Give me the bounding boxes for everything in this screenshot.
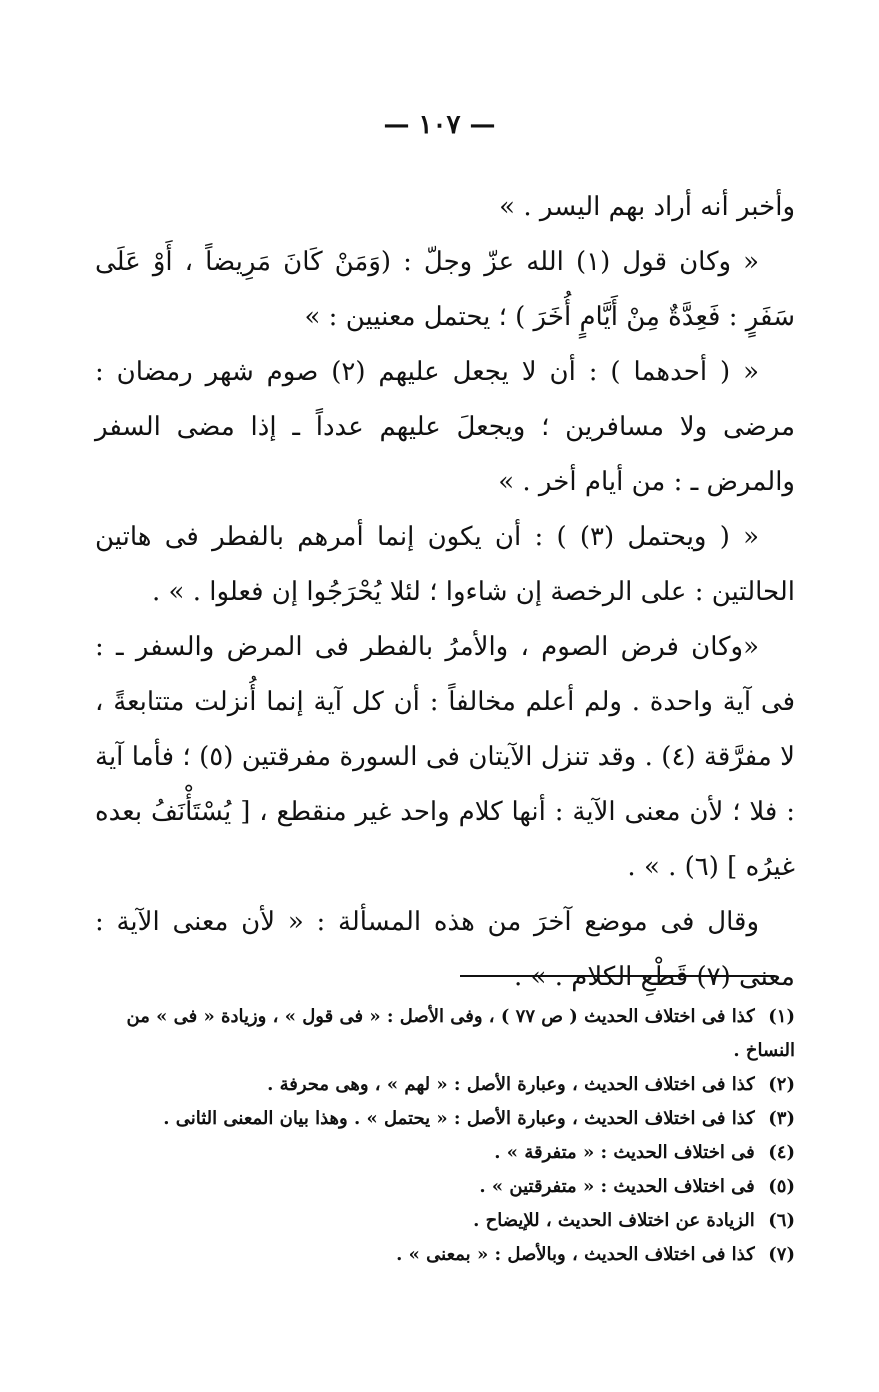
footnote-item: [95, 1068, 795, 1102]
footnote-item: [95, 1170, 795, 1204]
footnote-number: (٣): [768, 1108, 795, 1129]
footnote-number: (٦): [768, 1210, 795, 1231]
footnote-divider: [460, 975, 775, 977]
footnotes: [95, 1000, 795, 1272]
footnote-number: (٧): [768, 1244, 795, 1265]
paragraph: « وكان قول (١) الله عزّ وجلّ : (وَمَنْ كَانَ مَرِيضاً ، أَوْ عَلَى سَفَرٍ : فَعِدَّةٌ مِنْ أَيَّامٍ أُخَرَ ) ؛ يحتمل معنيين : »: [95, 247, 795, 332]
footnote-text: كذا فى اختلاف الحديث ، وبالأصل : « بمعنى » .: [396, 1244, 755, 1265]
footnote-number: (٢): [768, 1074, 795, 1095]
footnote-text: كذا فى اختلاف الحديث ، وعبارة الأصل : « يحتمل » . وهذا بيان المعنى الثانى .: [163, 1108, 755, 1129]
paragraph: وأخبر أنه أراد بهم اليسر . »: [499, 192, 795, 222]
footnote-text: فى اختلاف الحديث : « متفرقتين » .: [479, 1176, 755, 1197]
footnote-item: [95, 1136, 795, 1170]
footnote-text: كذا فى اختلاف الحديث ( ص ٧٧ ) ، وفى الأصل : « فى قول » ، وزيادة « فى » من النساخ .: [126, 1006, 795, 1061]
paragraph: « ( أحدهما ) : أن لا يجعل عليهم (٢) صوم شهر رمضان : مرضى ولا مسافرين ؛ ويجعلَ عليهم عدداً ـ إذا مضى السفر والمرض ـ : من أيام أخر . »: [95, 357, 795, 497]
footnote-text: الزيادة عن اختلاف الحديث ، للإيضاح .: [473, 1210, 755, 1231]
footnote-number: (١): [768, 1006, 795, 1027]
footnote-item: [95, 1000, 795, 1068]
paragraph: وقال فى موضع آخرَ من هذه المسألة : « لأن معنى الآية : معنى (٧) قَطْعِ الكلام . » .: [95, 907, 795, 992]
footnote-number: (٤): [768, 1142, 795, 1163]
footnote-item: [95, 1204, 795, 1238]
main-text: [95, 180, 795, 1005]
footnote-item: [95, 1102, 795, 1136]
paragraph: «وكان فرض الصوم ، والأمرُ بالفطر فى المرض والسفر ـ : فى آية واحدة . ولم أعلم مخالفاً : أن كل آية إنما أُنزلت متتابعةً ، لا مفرَّقة (٤) . وقد تنزل الآيتان فى السورة مفرقتين (٥) ؛ فأما آية : فلا ؛ لأن معنى الآية : أنها كلام واحد غير منقطع ، [ يُسْتَأْنَفُ بعده غيرُه ] (٦) . » .: [95, 632, 795, 882]
page-number: — ١٠٧ —: [383, 110, 496, 140]
footnote-text: فى اختلاف الحديث : « متفرقة » .: [494, 1142, 755, 1163]
footnote-text: كذا فى اختلاف الحديث ، وعبارة الأصل : « لهم » ، وهى محرفة .: [267, 1074, 755, 1095]
footnote-number: (٥): [768, 1176, 795, 1197]
paragraph: « ( ويحتمل (٣) ) : أن يكون إنما أمرهم بالفطر فى هاتين الحالتين : على الرخصة إن شاءوا ؛ لئلا يُحْرَجُوا إن فعلوا . » .: [95, 522, 795, 607]
footnote-item: [95, 1238, 795, 1272]
